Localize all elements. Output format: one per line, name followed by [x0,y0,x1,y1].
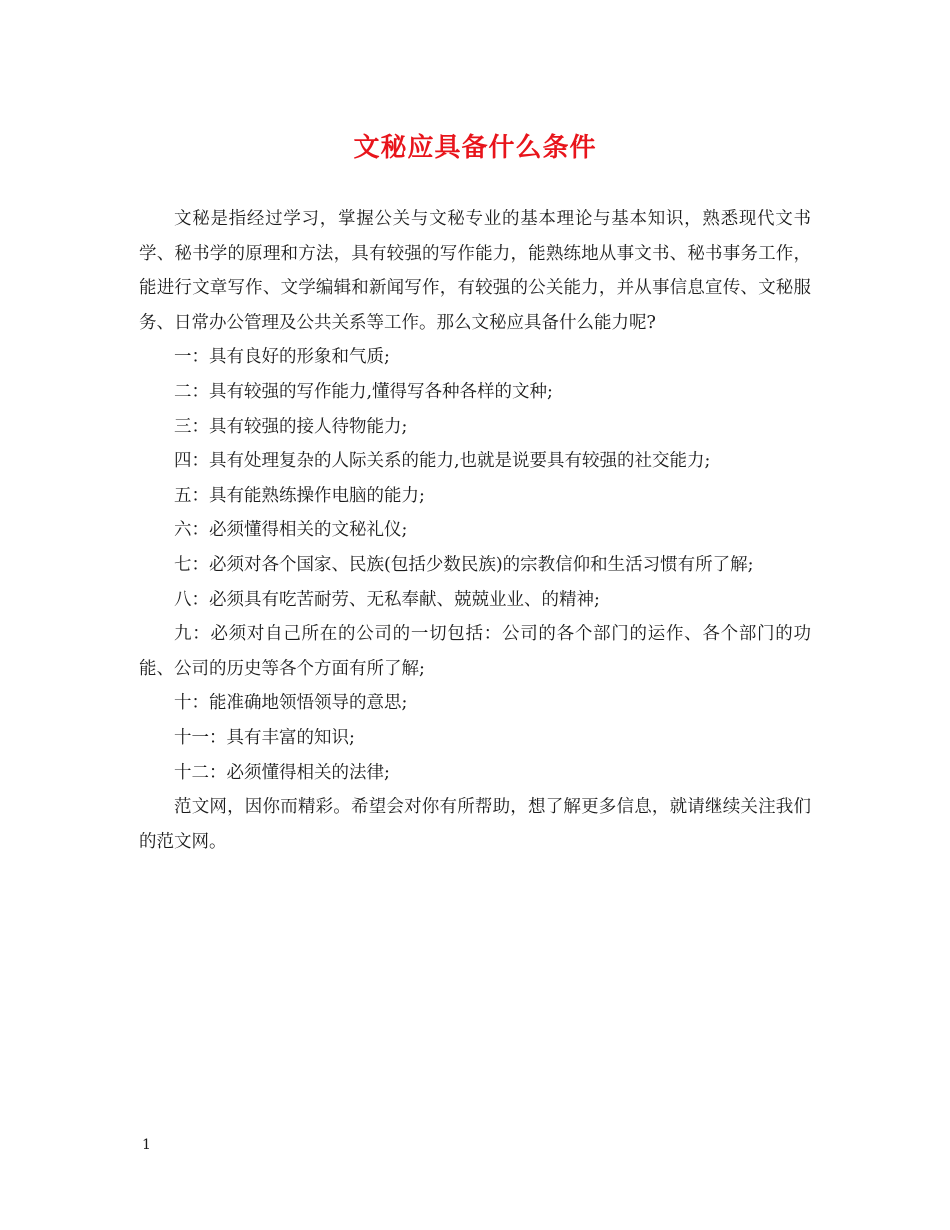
list-item: 九：必须对自己所在的公司的一切包括：公司的各个部门的运作、各个部门的功能、公司的历史等各个方面有所了解; [139,624,811,679]
list-item: 二：具有较强的写作能力,懂得写各种各样的文种; [174,381,553,402]
list-item: 十：能准确地领悟领导的意思; [174,693,408,714]
closing-paragraph: 范文网，因你而精彩。希望会对你有所帮助，想了解更多信息，就请继续关注我们的范文网。 [139,797,811,852]
intro-paragraph: 文秘是指经过学习，掌握公关与文秘专业的基本理论与基本知识，熟悉现代文书学、秘书学的原理和方法，具有较强的写作能力，能熟练地从事文书、秘书事务工作，能进行文章写作、文学编辑和新闻写作，有较强的公关能力，并从事信息宣传、文秘服务、日常办公管理及公共关系等工作。那么文秘应具备什么能力呢? [139,209,811,333]
list-item: 八：必须具有吃苦耐劳、无私奉献、兢兢业业、的精神; [174,589,600,610]
list-item: 一：具有良好的形象和气质; [174,347,390,368]
page-title: 文秘应具备什么条件 [353,133,597,163]
list-item: 十二：必须懂得相关的法律; [174,762,390,783]
document-body [139,202,811,859]
list-item: 三：具有较强的接人待物能力; [174,416,408,437]
list-item: 四：具有处理复杂的人际关系的能力,也就是说要具有较强的社交能力; [174,451,711,472]
list-item: 五：具有能熟练操作电脑的能力; [174,485,425,506]
list-item: 六：必须懂得相关的文秘礼仪; [174,520,408,541]
list-item: 七：必须对各个国家、民族(包括少数民族)的宗教信仰和生活习惯有所了解; [174,554,754,575]
list-item: 十一：具有丰富的知识; [174,727,355,748]
page-number: 1 [142,1137,151,1153]
